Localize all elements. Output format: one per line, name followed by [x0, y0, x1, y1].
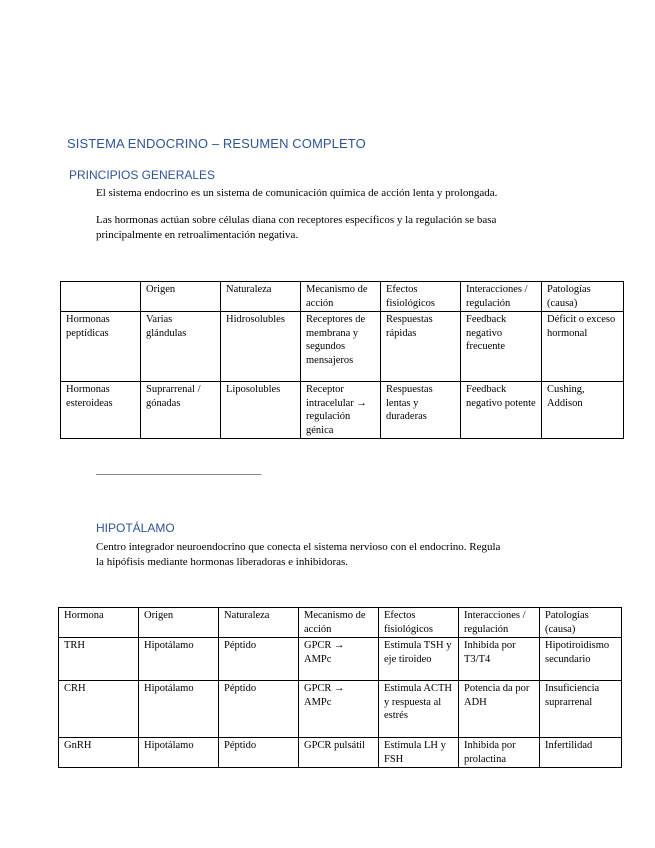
table-row: [59, 681, 622, 738]
paragraph-principios-1: El sistema endocrino es un sistema de comunicación química de acción lenta y prolongada.: [96, 187, 498, 199]
table-header-cell: Patologías (causa): [540, 608, 622, 638]
paragraph-line: principalmente en retroalimentación negativa.: [96, 229, 299, 241]
table-cell: Potencia da por ADH: [459, 681, 540, 738]
table-cell: Respuestas rápidas: [381, 312, 461, 382]
table-header-cell: Hormona: [59, 608, 139, 638]
table-header-cell: Efectos fisiológicos: [379, 608, 459, 638]
table-cell: GPCR pulsátil: [299, 738, 379, 768]
table-cell: Hormonas peptídicas: [61, 312, 141, 382]
table-cell: Hormonas esteroideas: [61, 382, 141, 439]
table-header-cell: Interacciones / regulación: [461, 282, 542, 312]
table-cell: Estimula TSH y eje tiroideo: [379, 638, 459, 681]
table-cell: Péptido: [219, 681, 299, 738]
table-cell: CRH: [59, 681, 139, 738]
hormone-types-table: [60, 281, 624, 439]
table-row: [59, 738, 622, 768]
section-heading-principios: PRINCIPIOS GENERALES: [69, 168, 216, 182]
table-row: [61, 312, 624, 382]
table-cell: GPCR → AMPc: [299, 681, 379, 738]
paragraph-line: Las hormonas actúan sobre células diana con receptores específicos y la regulación se basa: [96, 214, 497, 226]
table-cell: Hipotiroidismo secundario: [540, 638, 622, 681]
table-cell: Péptido: [219, 738, 299, 768]
table-cell: Liposolubles: [221, 382, 301, 439]
table-cell: Estimula LH y FSH: [379, 738, 459, 768]
table-header-cell: Origen: [139, 608, 219, 638]
table-cell: Péptido: [219, 638, 299, 681]
document-title: SISTEMA ENDOCRINO – RESUMEN COMPLETO: [67, 136, 366, 151]
paragraph-line: la hipófisis mediante hormonas liberadoras e inhibidoras.: [96, 556, 349, 568]
paragraph-hipotalamo: [96, 540, 500, 570]
table-row: [59, 638, 622, 681]
table-cell: Receptores de membrana y segundos mensajeros: [301, 312, 381, 382]
table-cell: Inhibida por T3/T4: [459, 638, 540, 681]
hypothalamus-hormones-table: [58, 607, 622, 768]
table-header-cell: Patologías (causa): [542, 282, 624, 312]
table-header-cell: Efectos fisiológicos: [381, 282, 461, 312]
table-cell: Infertilidad: [540, 738, 622, 768]
table-cell: Estimula ACTH y respuesta al estrés: [379, 681, 459, 738]
table-cell: Receptor intracelular → regulación génica: [301, 382, 381, 439]
table-cell: Hidrosolubles: [221, 312, 301, 382]
table-cell: Suprarrenal / gónadas: [141, 382, 221, 439]
table-cell: Feedback negativo potente: [461, 382, 542, 439]
table-header-cell: [61, 282, 141, 312]
table-header-row: [59, 608, 622, 638]
table-header-cell: Naturaleza: [221, 282, 301, 312]
table-cell: Inhibida por prolactina: [459, 738, 540, 768]
table-cell: Insuficiencia suprarrenal: [540, 681, 622, 738]
paragraph-line: Centro integrador neuroendocrino que conecta el sistema nervioso con el endocrino. Regula: [96, 541, 501, 553]
table-cell: Respuestas lentas y duraderas: [381, 382, 461, 439]
table-cell: GPCR → AMPc: [299, 638, 379, 681]
table-cell: GnRH: [59, 738, 139, 768]
table-header-row: [61, 282, 624, 312]
table-header-cell: Origen: [141, 282, 221, 312]
table-header-cell: Interacciones / regulación: [459, 608, 540, 638]
table-cell: Varias glándulas: [141, 312, 221, 382]
section-heading-hipotalamo: HIPOTÁLAMO: [96, 521, 175, 535]
table-cell: Déficit o exceso hormonal: [542, 312, 624, 382]
table-cell: Hipotálamo: [139, 738, 219, 768]
table-header-cell: Naturaleza: [219, 608, 299, 638]
table-cell: Cushing, Addison: [542, 382, 624, 439]
table-cell: Hipotálamo: [139, 638, 219, 681]
table-header-cell: Mecanismo de acción: [301, 282, 381, 312]
table-cell: Feedback negativo frecuente: [461, 312, 542, 382]
table-header-cell: Mecanismo de acción: [299, 608, 379, 638]
table-row: [61, 382, 624, 439]
table-cell: TRH: [59, 638, 139, 681]
paragraph-principios-2: [96, 213, 496, 243]
separator-line: _______________________________________________: [96, 466, 261, 476]
table-cell: Hipotálamo: [139, 681, 219, 738]
